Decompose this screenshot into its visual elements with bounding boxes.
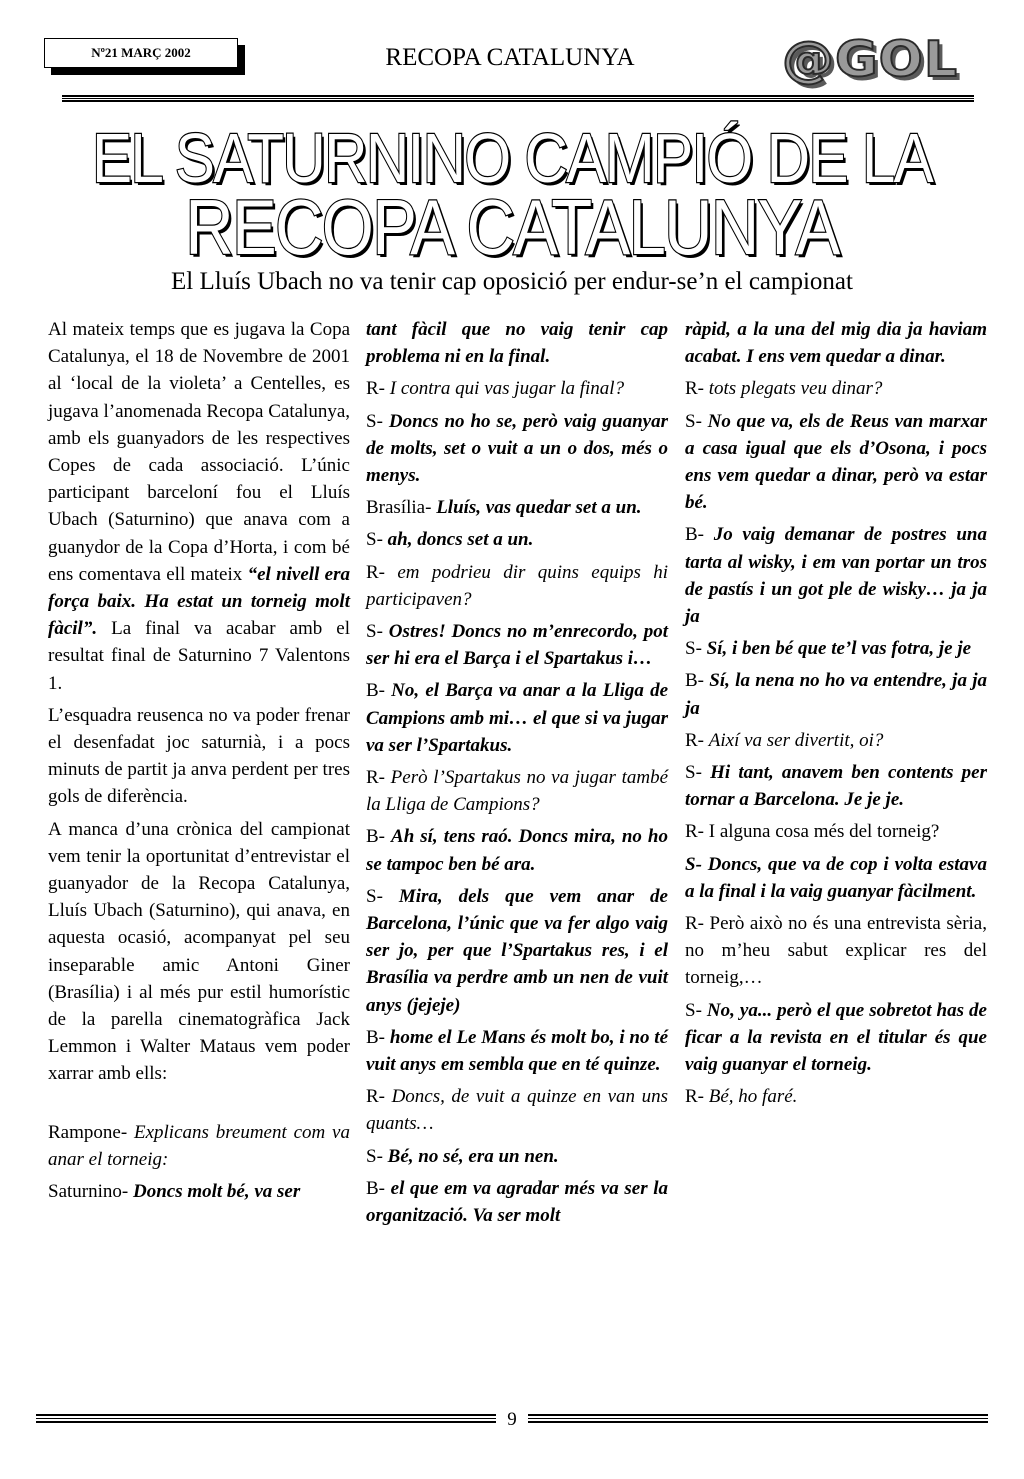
interview-answer <box>685 408 987 517</box>
speaker: R- <box>366 378 390 400</box>
spacer <box>48 1093 350 1119</box>
interview-question <box>366 375 668 402</box>
text-span: La final va acabar amb el resultat final de Saturnino 7 Valentons 1. <box>48 618 350 694</box>
question-text: Explicans breument com va anar el torneig: <box>48 1121 350 1170</box>
article-column-1 <box>48 316 350 1210</box>
interview-answer <box>685 759 987 813</box>
subheadline: El Lluís Ubach no va tenir cap oposició per endur-se’n el campionat <box>171 268 853 295</box>
speaker: R- <box>366 767 391 789</box>
answer-text: Doncs no ho se, però vaig guanyar de molts, set o vuit a un o dos, més o menys. <box>366 410 669 487</box>
issue-label: Nº21 MARÇ 2002 <box>91 45 191 60</box>
speaker: Rampone- <box>48 1121 134 1143</box>
speaker: S- <box>685 999 707 1021</box>
speaker: S- <box>685 638 707 660</box>
interview-answer <box>366 823 668 877</box>
text-span: Al mateix temps que es jugava la Copa Catalunya, el 18 de Novembre de 2001 al ‘local de la violeta’ a Centelles, es jugava l’anomenada Recopa Catalunya, amb els guanyadors de les respectives Copes de cada associació. L’únic participant barceloní fou el Lluís Ubach (Saturnino) que anava com a guanydor de la Copa d’Horta, i com bé ens comentava ell mateix <box>48 319 350 585</box>
answer-text: No, el Barça va anar a la Lliga de Campions amb mi… el que si va jugar va ser l’Spartakus. <box>366 680 668 756</box>
answer-text: No que va, els de Reus van marxar a casa igual que els d’Osona, i pocs ens vem quedar a dinar, però va estar bé. <box>685 410 987 514</box>
speaker: B- <box>366 1026 390 1048</box>
interview-answer <box>366 408 668 490</box>
issue-box <box>44 38 238 68</box>
interview-question <box>366 1083 668 1137</box>
speaker: B- <box>366 680 392 702</box>
interview-answer <box>685 997 987 1079</box>
answer-text: Mira, dels que vem anar de Barcelona, l’únic que va fer algo vaig ser jo, per que l’Spartakus res, i el Brasília va perdre amb un nen de vuit anys (jejeje) <box>366 885 668 1016</box>
interview-answer <box>366 618 668 672</box>
answer-text: el que em va agradar més va ser la organització. Va ser molt <box>366 1177 669 1227</box>
speaker: R- <box>685 1086 709 1108</box>
speaker: Saturnino- <box>48 1181 133 1203</box>
speaker: S- <box>366 410 389 432</box>
question-text: I contra qui vas jugar la final? <box>389 378 625 400</box>
interview-question <box>685 727 987 754</box>
answer-text: Sí, la nena no ho va entendre, ja ja ja <box>685 670 988 719</box>
interview-answer: S- Doncs, que va de cop i volta estava a la final i la vaig guanyar fàcilment. <box>685 853 987 902</box>
interview-answer <box>366 526 668 553</box>
interview-question <box>48 1119 350 1173</box>
speaker: S- <box>366 621 389 643</box>
answer-text: Hi tant, anavem ben contents per tornar a Barcelona. Je je je. <box>685 762 987 811</box>
interview-answer <box>685 635 987 662</box>
interview-answer: tant fàcil que no vaig tenir cap problema ni en la final. <box>366 319 668 368</box>
paragraph: A manca d’una crònica del campionat vem tenir la oportunitat d’entrevistar el guanyador de la Recopa Catalunya, Lluís Ubach (Saturnino), qui anava, en aquesta ocasió, acompanyat pel seu inseparable amic Antoni Giner (Brasília) i al més pur estil humorístic de la parella cinematogràfica Jack Lemmon i Walter Mataus vem poder xarrar amb ells: <box>48 818 350 1085</box>
interview-question <box>366 764 668 818</box>
interview-answer <box>366 1175 668 1229</box>
article-column-3 <box>685 316 987 1115</box>
speaker: R- <box>685 378 709 400</box>
footer-rule-left <box>36 1414 496 1423</box>
question-text: em podrieu dir quins equips hi participaven? <box>366 561 669 610</box>
question-text: tots plegats veu dinar? <box>708 378 883 400</box>
answer-text: Ostres! Doncs no m’enrecordo, pot ser hi era el Barça i el Spartakus i… <box>366 621 668 670</box>
interview-question <box>366 559 668 613</box>
speaker: Brasília- <box>366 497 437 519</box>
paragraph <box>48 316 350 697</box>
interview-question <box>685 1083 987 1110</box>
interview-answer: ràpid, a la una del mig dia ja haviam acabat. I ens vem quedar a dinar. <box>685 319 987 368</box>
interview-question: R- I alguna cosa més del torneig? <box>685 821 940 843</box>
headline-line-1: EL SATURNINO CAMPIÓ DE LA <box>91 119 933 197</box>
footer-rule-right <box>528 1414 988 1423</box>
interview-answer <box>366 1143 668 1170</box>
question-text: Així va ser divertit, oi? <box>708 729 884 751</box>
answer-text: Ah sí, tens raó. Doncs mira, no ho se tampoc ben bé ara. <box>366 826 669 875</box>
headline-line-2: RECOPA CATALUNYA <box>185 183 839 271</box>
quote: “el nivell era força baix. Ha estat un torneig molt fàcil”. <box>48 563 350 640</box>
answer-text: Jo vaig demanar de postres una tarta al wisky, i em van portar un tros de pastís i un got ple de wisky… ja ja ja <box>685 524 987 628</box>
question-text: Bé, ho faré. <box>708 1086 798 1108</box>
interview-answer <box>685 667 987 721</box>
interview-answer <box>366 677 668 759</box>
interview-answer <box>366 883 668 1019</box>
speaker: R- <box>366 1086 392 1108</box>
answer-text: Lluís, vas quedar set a un. <box>436 497 642 519</box>
answer-text: Sí, i ben bé que te’l vas fotra, je je <box>706 638 972 660</box>
speaker: S- <box>366 885 399 907</box>
speaker: R- <box>685 729 709 751</box>
interview-question: R- Però això no és una entrevista sèria, no m’heu sabut explicar res del torneig,… <box>685 913 987 989</box>
speaker: B- <box>366 1177 391 1199</box>
speaker: R- <box>366 561 398 583</box>
speaker: B- <box>685 670 710 692</box>
gol-logo: @GOL <box>782 31 959 89</box>
speaker: B- <box>366 826 392 848</box>
interview-answer <box>366 494 668 521</box>
interview-answer <box>685 521 987 630</box>
interview-answer <box>366 1024 668 1078</box>
speaker: S- <box>685 410 708 432</box>
question-text: Doncs, de vuit a quinze en van uns quants… <box>366 1086 669 1135</box>
paragraph: L’esquadra reusenca no va poder frenar el desenfadat joc saturnià, i a pocs minuts de partit ja anva perdent per tres gols de diferència. <box>48 704 350 808</box>
speaker: S- <box>685 762 711 784</box>
answer-text: No, ya... però el que sobretot has de ficar a la revista en el titular és que vaig guanyar el torneig. <box>685 999 987 1076</box>
answer-text: Bé, no sé, era un nen. <box>387 1145 559 1167</box>
article-column-2 <box>366 316 668 1234</box>
speaker: S- <box>366 529 388 551</box>
header-rule <box>62 95 974 102</box>
question-text: Però l’Spartakus no va jugar també la Lliga de Campions? <box>366 767 669 816</box>
section-title: RECOPA CATALUNYA <box>385 44 635 71</box>
interview-question <box>685 375 987 402</box>
answer-text: Doncs molt bé, va ser <box>132 1181 301 1203</box>
answer-text: ah, doncs set a un. <box>387 529 534 551</box>
answer-text: home el Le Mans és molt bo, i no té vuit anys em sembla que en té quinze. <box>366 1026 669 1076</box>
page-number: 9 <box>507 1409 517 1430</box>
interview-answer <box>48 1178 350 1205</box>
speaker: S- <box>366 1145 388 1167</box>
speaker: B- <box>685 524 714 546</box>
